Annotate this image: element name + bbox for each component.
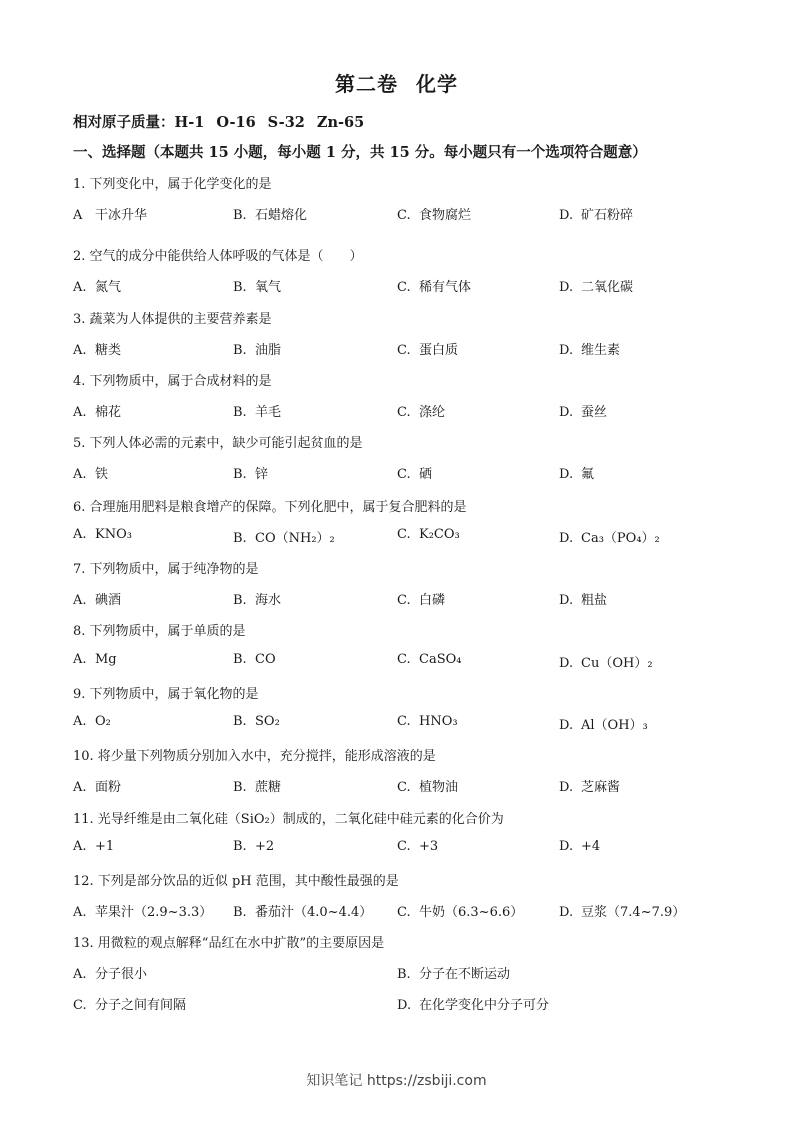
option-d: D. Cu（OH）₂: [559, 656, 653, 671]
option-a: A. 氮气: [73, 280, 122, 295]
option-a: A. 碘酒: [73, 593, 122, 608]
atomic-mass-label: 相对原子质量：: [73, 114, 175, 131]
option-d: D. 二氧化碳: [559, 280, 634, 295]
atomic-mass-item: H-1: [174, 114, 205, 131]
option-c: C. HNO₃: [397, 714, 458, 729]
option-c: C. CaSO₄: [397, 652, 462, 667]
option-b: B. CO: [233, 652, 276, 667]
atomic-mass-item: S-32: [267, 114, 305, 131]
option-c: C. 白磷: [397, 593, 446, 608]
question-stem: 4. 下列物质中，属于合成材料的是: [73, 374, 272, 389]
option-b: B. 锌: [233, 467, 269, 482]
option-d: D. 氟: [559, 467, 595, 482]
option-a: A. 苹果汁（2.9~3.3）: [73, 905, 213, 920]
option-b: B. 石蜡熔化: [233, 208, 308, 223]
question-stem: 6. 合理施用肥料是粮食增产的保障。下列化肥中，属于复合肥料的是: [73, 500, 467, 515]
option-d: D. 豆浆（7.4~7.9）: [559, 905, 686, 920]
option-d: D. 在化学变化中分子可分: [397, 998, 550, 1013]
option-a: A. 铁: [73, 467, 109, 482]
option-b: B. 蔗糖: [233, 780, 282, 795]
option-c: C. 稀有气体: [397, 280, 472, 295]
option-d: D. 蚕丝: [559, 405, 608, 420]
question-stem: 8. 下列物质中，属于单质的是: [73, 624, 246, 639]
option-c: C. K₂CO₃: [397, 527, 460, 542]
atomic-mass-line: [73, 111, 364, 132]
option-c: C. 硒: [397, 467, 433, 482]
option-d: D. 维生素: [559, 343, 621, 358]
question-stem: 5. 下列人体必需的元素中，缺少可能引起贫血的是: [73, 436, 363, 451]
option-c: C. 食物腐烂: [397, 208, 472, 223]
question-stem: 7. 下列物质中，属于纯净物的是: [73, 562, 259, 577]
option-c: C. +3: [397, 839, 439, 854]
question-stem: 3. 蔬菜为人体提供的主要营养素是: [73, 312, 272, 327]
option-c: C. 牛奶（6.3~6.6）: [397, 905, 524, 920]
title-part-b: 化学: [416, 72, 458, 96]
option-b: B. CO（NH₂）₂: [233, 531, 335, 546]
question-stem: 11. 光导纤维是由二氧化硅（SiO₂）制成的，二氧化硅中硅元素的化合价为: [73, 812, 504, 827]
option-b: B. 羊毛: [233, 405, 282, 420]
question-stem: 9. 下列物质中，属于氧化物的是: [73, 687, 259, 702]
option-a: A. KNO₃: [73, 527, 132, 542]
option-b: B. SO₂: [233, 714, 280, 729]
option-a: A. O₂: [73, 714, 111, 729]
option-d: D. Ca₃（PO₄）₂: [559, 531, 660, 546]
option-b: B. 氧气: [233, 280, 282, 295]
title-part-a: 第二卷: [335, 72, 398, 96]
atomic-mass-item: O-16: [216, 114, 256, 131]
option-a: A. 分子很小: [73, 967, 148, 982]
option-d: D. +4: [559, 839, 601, 854]
option-a: A. 糖类: [73, 343, 122, 358]
option-c: C. 分子之间有间隔: [73, 998, 187, 1013]
option-a: A. 棉花: [73, 405, 122, 420]
question-stem: 10. 将少量下列物质分别加入水中，充分搅拌，能形成溶液的是: [73, 749, 436, 764]
question-stem: 2. 空气的成分中能供给人体呼吸的气体是（ ）: [73, 249, 363, 264]
option-b: B. +2: [233, 839, 275, 854]
option-d: D. 粗盐: [559, 593, 608, 608]
atomic-mass-item: Zn-65: [316, 114, 365, 131]
option-b: B. 分子在不断运动: [397, 967, 511, 982]
question-stem: 13. 用微粒的观点解释“品红在水中扩散”的主要原因是: [73, 936, 385, 951]
question-stem: 1. 下列变化中，属于化学变化的是: [73, 177, 272, 192]
option-b: B. 番茄汁（4.0~4.4）: [233, 905, 373, 920]
footer-watermark: 知识笔记 https://zsbiji.com: [306, 1073, 487, 1089]
option-c: C. 蛋白质: [397, 343, 459, 358]
option-a: A 干冰升华: [73, 208, 148, 223]
option-c: C. 涤纶: [397, 405, 446, 420]
option-a: A. 面粉: [73, 780, 122, 795]
option-d: D. Al（OH）₃: [559, 718, 648, 733]
option-d: D. 矿石粉碎: [559, 208, 634, 223]
option-a: A. +1: [73, 839, 115, 854]
option-b: B. 海水: [233, 593, 282, 608]
option-c: C. 植物油: [397, 780, 459, 795]
question-stem: 12. 下列是部分饮品的近似 pH 范围，其中酸性最强的是: [73, 874, 399, 889]
option-b: B. 油脂: [233, 343, 282, 358]
option-a: A. Mg: [73, 652, 117, 667]
section-heading: 一、选择题（本题共 15 小题，每小题 1 分，共 15 分。每小题只有一个选项符合题意）: [73, 144, 647, 161]
page-title: [0, 68, 793, 97]
option-d: D. 芝麻酱: [559, 780, 621, 795]
